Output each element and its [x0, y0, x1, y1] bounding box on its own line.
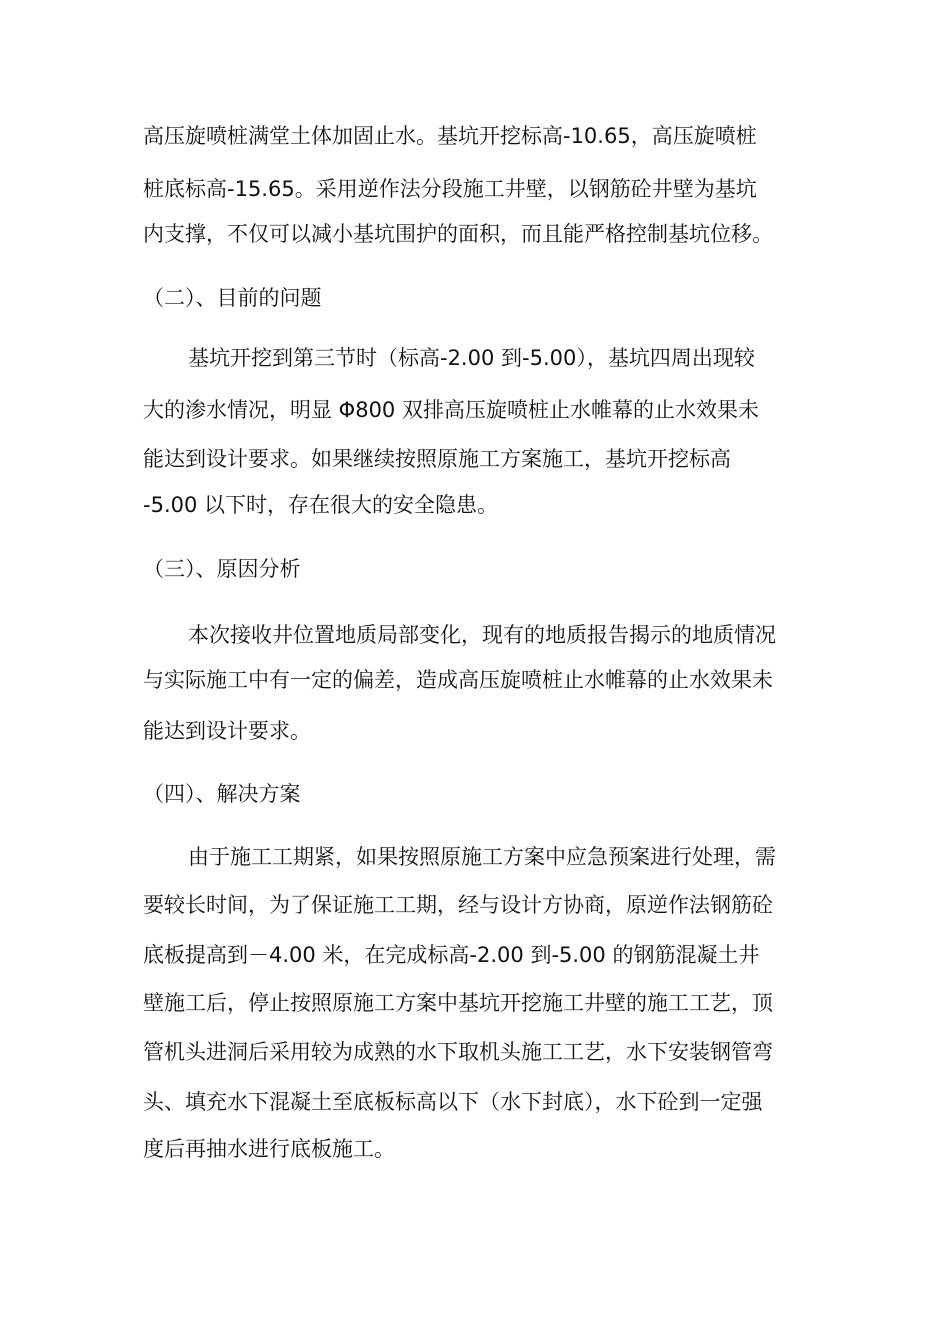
text-line: 高压旋喷桩满堂土体加固止水。基坑开挖标高-10.65，高压旋喷桩 [143, 124, 757, 148]
text-line: 能达到设计要求。如果继续按照原施工方案施工，基坑开挖标高 [143, 447, 731, 471]
text-line: 头、填充水下混凝土至底板标高以下（水下封底），水下砼到一定强 [143, 1090, 763, 1114]
text-line: 要较长时间，为了保证施工工期，经与设计方协商，原逆作法钢筋砼 [143, 893, 773, 917]
text-line: 底板提高到－4.00 米，在完成标高-2.00 到-5.00 的钢筋混凝土井 [143, 943, 760, 967]
section-heading-cause: （三）、原因分析 [143, 557, 301, 581]
text-line: 内支撑，不仅可以减小基坑围护的面积，而且能严格控制基坑位移。 [143, 222, 773, 246]
text-line: 壁施工后，停止按照原施工方案中基坑开挖施工井壁的施工工艺，顶 [143, 991, 773, 1015]
text-line: 能达到设计要求。 [143, 719, 311, 743]
section-heading-problems: （二）、目前的问题 [143, 286, 322, 310]
text-line: 本次接收井位置地质局部变化，现有的地质报告揭示的地质情况 [188, 623, 776, 647]
text-line: 基坑开挖到第三节时（标高-2.00 到-5.00），基坑四周出现较 [188, 346, 755, 370]
section-heading-solution: （四）、解决方案 [143, 782, 301, 806]
text-line: 与实际施工中有一定的偏差，造成高压旋喷桩止水帷幕的止水效果未 [143, 668, 773, 692]
text-line: 度后再抽水进行底板施工。 [143, 1137, 395, 1161]
text-line: 管机头进洞后采用较为成熟的水下取机头施工工艺，水下安装钢管弯 [143, 1040, 773, 1064]
text-line: 大的渗水情况，明显 Φ800 双排高压旋喷桩止水帷幕的止水效果未 [143, 398, 759, 422]
text-line: -5.00 以下时，存在很大的安全隐患。 [143, 493, 499, 517]
text-line: 桩底标高-15.65。采用逆作法分段施工井壁，以钢筋砼井壁为基坑 [143, 177, 757, 201]
text-line: 由于施工工期紧，如果按照原施工方案中应急预案进行处理，需 [188, 845, 776, 869]
